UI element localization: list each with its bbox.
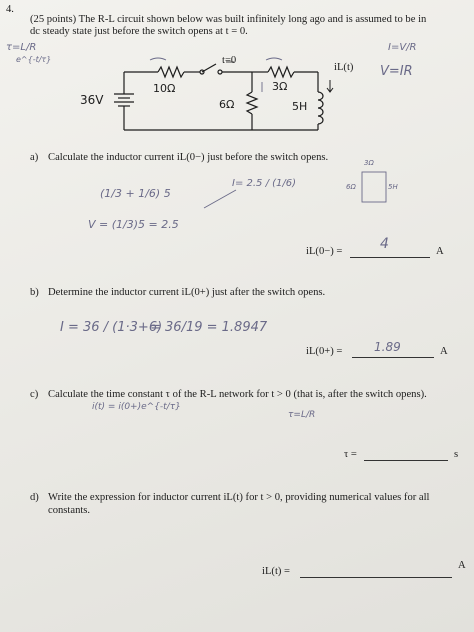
question-header-line-1: (25 points) The R-L circuit shown below was built infinitely long ago and is assumed to be in <box>30 14 427 25</box>
part-d-answer-blank[interactable] <box>300 576 452 578</box>
part-a-unit: A <box>436 246 444 257</box>
switch-label: t=0 <box>222 55 237 66</box>
part-b-label: b) <box>30 287 39 298</box>
hw-c-work-1: i(t) = i(0+)e^{-t/τ} <box>92 402 181 412</box>
part-c-answer-prefix: τ = <box>344 449 357 460</box>
part-c-prompt: Calculate the time constant τ of the R-L network for t > 0 (that is, after the switch opens). <box>48 389 427 400</box>
hw-a-sketch-r: 3Ω <box>364 159 374 167</box>
hw-b-work-1: I = 36 / (1·3+6) <box>60 320 163 335</box>
hw-a-work-3: I= 2.5 / (1/6) <box>232 178 297 189</box>
part-b-unit: A <box>440 346 448 357</box>
part-a-answer-blank[interactable] <box>350 256 430 258</box>
hw-top-right-1: I=V/R <box>388 42 417 53</box>
part-c-label: c) <box>30 389 39 400</box>
part-a-handwritten-answer: 4 <box>380 236 389 252</box>
r1-label: 10Ω <box>153 82 176 95</box>
source-label: 36V <box>80 93 104 107</box>
question-header-line-2: dc steady state just before the switch opens at t = 0. <box>30 26 248 37</box>
part-b-answer-prefix: iL(0+) = <box>306 346 343 357</box>
r3-label: 3Ω <box>272 80 288 93</box>
hw-a-sketch-l: 5H <box>388 183 398 191</box>
hw-top-left-1: τ=L/R <box>6 42 37 53</box>
part-d-prompt-line-2: constants. <box>48 505 91 516</box>
inductor-label: 5H <box>292 100 308 113</box>
question-number: 4. <box>6 4 14 15</box>
part-d-prompt-line-1: Write the expression for inductor current iL(t) for t > 0, providing numerical values for all <box>48 492 430 503</box>
part-b-prompt: Determine the inductor current iL(0+) just after the switch opens. <box>48 287 326 298</box>
hw-top-left-2: e^{-t/τ} <box>16 55 52 64</box>
part-d-label: d) <box>30 492 39 503</box>
part-b-handwritten-answer: 1.89 <box>374 340 401 354</box>
part-a-answer-prefix: iL(0−) = <box>306 246 343 257</box>
part-d-answer-prefix: iL(t) = <box>262 566 291 577</box>
r2-label: 6Ω <box>219 98 235 111</box>
part-b-answer-blank[interactable] <box>352 356 434 358</box>
part-a-label: a) <box>30 152 39 163</box>
hw-c-work-2: τ=L/R <box>288 410 316 420</box>
hw-b-work-2: = 36/19 = 1.8947 <box>150 320 268 335</box>
current-label: iL(t) <box>334 62 354 73</box>
part-a-prompt: Calculate the inductor current iL(0−) just before the switch opens. <box>48 152 329 163</box>
hw-a-work-1: (1/3 + 1/6) 5 <box>100 187 171 200</box>
part-c-answer-blank[interactable] <box>364 459 448 461</box>
hw-a-sketch-r2: 6Ω <box>346 183 356 191</box>
part-d-unit: A <box>458 560 466 571</box>
hw-top-right-2: V=IR <box>380 64 413 79</box>
part-c-unit: s <box>454 449 459 460</box>
hw-a-work-2: V = (1/3)5 = 2.5 <box>88 218 179 231</box>
